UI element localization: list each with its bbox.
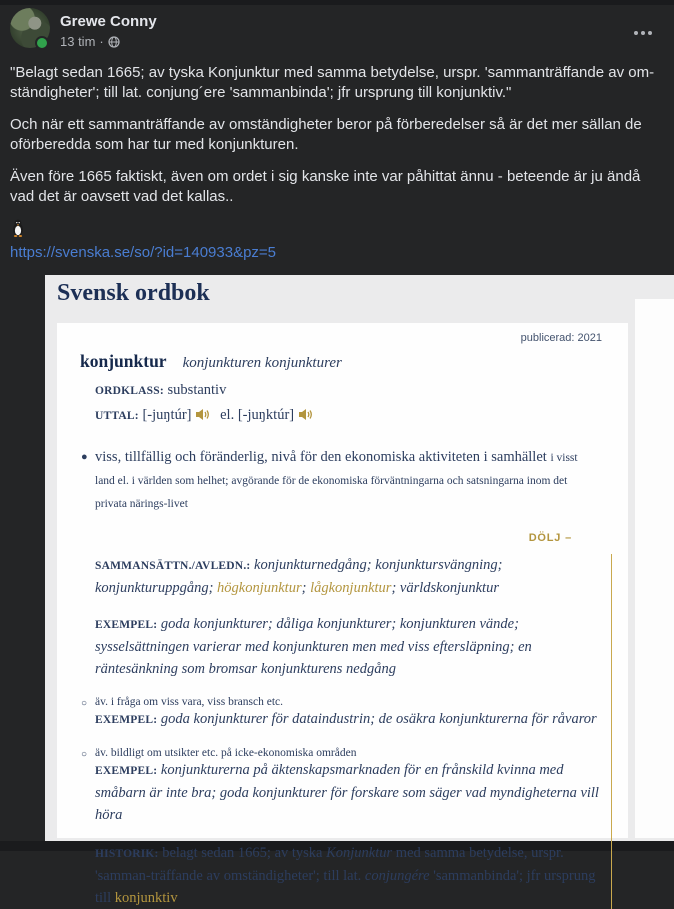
sub-sense-2 [81, 747, 599, 826]
uttal-first: [-juŋtúr] [142, 407, 192, 423]
exempel-text: goda konjunkturer; dåliga konjunkturer; konjunkturen vände; sysselsättningen varierar med konjunkturen men med viss eftersläpning; en räntesänkning som bromsar konjunkturens nedgång [95, 616, 532, 677]
headword: konjunktur [80, 351, 167, 371]
sub-sense-exempel [95, 759, 599, 826]
post-link[interactable]: https://svenska.se/so/?id=140933&pz=5 [10, 244, 277, 261]
hide-toggle: DÖLJ – [528, 532, 572, 544]
definition-detail: i visst land el. i världen som helhet; avgörande för de ekonomiska förväntningarna och satsningarna inom det privata närings-livet [95, 452, 578, 510]
headword-row [80, 351, 602, 372]
historik-text: 'sammanbinda'; jfr ursprung till [95, 868, 596, 906]
meta-separator: · [99, 34, 104, 49]
hide-row [80, 528, 572, 546]
penguin-emoji-icon [10, 219, 662, 237]
published-date: publicerad: 2021 [520, 332, 602, 344]
definition-bullet: ● [81, 451, 88, 463]
more-options-button[interactable] [632, 25, 654, 41]
author-name[interactable]: Grewe Conny [60, 13, 157, 30]
hogkonjunktur-link: högkonjunktur [217, 580, 302, 596]
post-paragraph-3: Även före 1665 faktiskt, även om ordet i sig kanske inte var påhittat ännu - beteende är ju ändå vad det är oavsett vad det kallas.. [10, 168, 641, 205]
post-header [0, 5, 674, 55]
uttal-label: UTTAL: [95, 410, 139, 422]
avatar[interactable] [10, 8, 50, 48]
historik-label: HISTORIK: [95, 848, 159, 860]
online-status-dot [35, 36, 49, 50]
sammansattn-separator: ; [301, 580, 311, 596]
sammansattn-label: SAMMANSÄTTN./AVLEDN.: [95, 560, 251, 572]
speaker-icon [299, 408, 314, 426]
exempel-text: konjunkturerna på äktenskapsmarknaden för en frånskild kvinna med småbarn är inte bra; goda konjunkturer för forskare som säger vad myndigheterna vill höra [95, 762, 599, 823]
definition-main: viss, tillfällig och föränderlig, nivå för den ekonomiska aktiviteten i samhället [95, 449, 547, 465]
exempel-label: EXEMPEL: [95, 765, 158, 777]
sammansattn-separator: ; [391, 580, 400, 596]
historik-block [95, 842, 599, 909]
sub-sense-exempel [95, 708, 599, 731]
post-meta[interactable] [60, 34, 120, 49]
dictionary-site-title: Svensk ordbok [57, 280, 210, 306]
uttal-el: el. [220, 407, 235, 423]
definition [81, 446, 600, 515]
ordklass-row [95, 382, 602, 399]
exempel-label: EXEMPEL: [95, 619, 158, 631]
more-dot [648, 31, 652, 35]
page-white-margin [635, 299, 674, 838]
historik-italic: Konjunktur [326, 845, 393, 861]
sub-sense-1 [81, 696, 599, 731]
post-paragraph-1: "Belagt sedan 1665; av tyska Konjunktur med samma betydelse, urspr. 'sammanträffande av om-ständigheter'; till lat. conjung´ere 'sammanbinda'; jfr ursprung till konjunktiv." [10, 64, 655, 101]
uttal-second: [-juŋktúr] [237, 407, 295, 423]
sammansattn-text: konjunkturnedgång; konjunktursvängning; konjunkturuppgång; [95, 557, 503, 596]
sammansattn-text-end: världskonjunktur [399, 580, 499, 596]
historik-text: belagt sedan 1665; av tyska [162, 845, 327, 861]
ordklass-value: substantiv [167, 382, 227, 398]
ordklass-label: ORDKLASS: [95, 385, 164, 397]
inflections: konjunkturen konjunkturer [182, 355, 342, 371]
exempel-block [95, 613, 599, 680]
konjunktiv-link: konjunktiv [114, 890, 178, 906]
uttal-row [95, 407, 602, 426]
sammansattn-block [95, 554, 599, 599]
sub-sense-note: äv. i fråga om viss vara, viss bransch etc. [95, 696, 283, 708]
sub-sense-note: äv. bildligt om utsikter etc. på icke-ekonomiska områden [95, 747, 357, 759]
exempel-text: goda konjunkturer för dataindustrin; de osäkra konjunkturerna för råvaror [160, 711, 597, 727]
exempel-label: EXEMPEL: [95, 714, 158, 726]
post-paragraph-2: Och när ett sammanträffande av omständigheter beror på förberedelser så är det mer sällan de oförberedda som har tur med konjunkturen. [10, 116, 642, 153]
more-dot [634, 31, 638, 35]
sub-sense-bullet: ○ [81, 749, 88, 760]
dictionary-card [57, 323, 628, 906]
historik-italic: conjungére [364, 868, 430, 884]
post-body [0, 55, 674, 263]
more-dot [641, 31, 645, 35]
link-line [10, 243, 662, 263]
globe-icon [108, 36, 120, 48]
embedded-dictionary-image[interactable] [45, 275, 674, 906]
historik-text: med samma betydelse, urspr. 'samman-träffande av omständigheter'; till lat. [95, 845, 564, 884]
lagkonjunktur-link: lågkonjunktur [310, 580, 392, 596]
speaker-icon [196, 408, 211, 426]
post-time[interactable]: 13 tim [60, 34, 96, 49]
sub-sense-bullet: ○ [81, 698, 88, 709]
expanded-section [81, 554, 612, 909]
